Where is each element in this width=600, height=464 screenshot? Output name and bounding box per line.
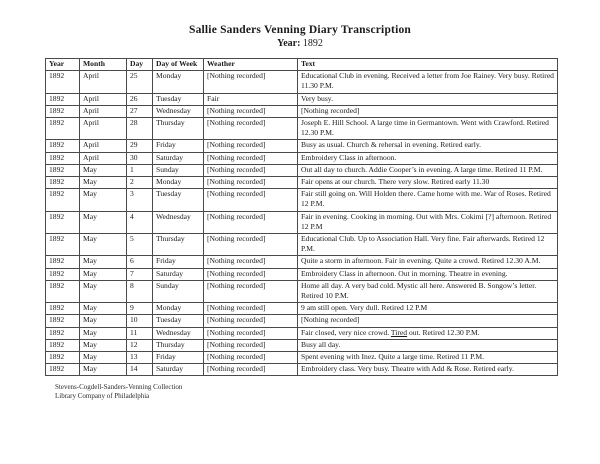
cell-text: Busy all day. — [298, 339, 558, 351]
cell-year: 1892 — [46, 211, 80, 233]
cell-month: April — [80, 140, 127, 152]
table-row — [46, 177, 558, 189]
cell-year: 1892 — [46, 327, 80, 339]
cell-weather: [Nothing recorded] — [204, 140, 298, 152]
cell-month: May — [80, 364, 127, 376]
cell-text: Out all day to church. Addie Cooper’s in evening. A large time. Retired 11 P.M. — [298, 164, 558, 176]
column-header-month: Month — [80, 59, 127, 71]
cell-weather: [Nothing recorded] — [204, 256, 298, 268]
cell-day: 25 — [127, 71, 153, 93]
column-header-weekday: Day of Week — [153, 59, 204, 71]
cell-month: May — [80, 256, 127, 268]
cell-month: May — [80, 234, 127, 256]
cell-weather: [Nothing recorded] — [204, 234, 298, 256]
table-row — [46, 234, 558, 256]
cell-weekday: Wednesday — [153, 327, 204, 339]
cell-weather: [Nothing recorded] — [204, 118, 298, 140]
cell-year: 1892 — [46, 140, 80, 152]
cell-text: [Nothing recorded] — [298, 105, 558, 117]
collection-credit-line2: Library Company of Philadelphia — [55, 392, 150, 401]
cell-day: 27 — [127, 105, 153, 117]
cell-day: 30 — [127, 152, 153, 164]
cell-day: 14 — [127, 364, 153, 376]
cell-weather: [Nothing recorded] — [204, 71, 298, 93]
cell-year: 1892 — [46, 189, 80, 211]
cell-weekday: Tuesday — [153, 315, 204, 327]
table-row — [46, 189, 558, 211]
cell-weather: Fair — [204, 93, 298, 105]
column-header-day: Day — [127, 59, 153, 71]
table-row — [46, 152, 558, 164]
cell-text: Very busy. — [298, 93, 558, 105]
cell-weekday: Friday — [153, 352, 204, 364]
cell-weekday: Wednesday — [153, 105, 204, 117]
cell-text: Fair in evening. Cooking in morning. Out with Mrs. Cokimi [?] afternoon. Retired 12 P.M — [298, 211, 558, 233]
cell-day: 2 — [127, 177, 153, 189]
cell-month: April — [80, 93, 127, 105]
cell-day: 6 — [127, 256, 153, 268]
collection-credit — [55, 383, 600, 401]
column-header-year: Year — [46, 59, 80, 71]
cell-month: May — [80, 280, 127, 302]
table-row — [46, 268, 558, 280]
cell-month: May — [80, 352, 127, 364]
cell-month: May — [80, 189, 127, 211]
table-header-row — [46, 59, 558, 71]
cell-year: 1892 — [46, 152, 80, 164]
cell-weather: [Nothing recorded] — [204, 327, 298, 339]
cell-text: Quite a storm in afternoon. Fair in evening. Quite a crowd. Retired 12.30 A.M. — [298, 256, 558, 268]
table-row — [46, 93, 558, 105]
table-row — [46, 256, 558, 268]
cell-weather: [Nothing recorded] — [204, 364, 298, 376]
table-body — [46, 71, 558, 376]
year-value: 1892 — [302, 38, 323, 49]
cell-weekday: Thursday — [153, 339, 204, 351]
cell-weekday: Friday — [153, 140, 204, 152]
cell-text: Educational Club. Up to Association Hall. Very fine. Fair afterwards. Retired 12 P.M. — [298, 234, 558, 256]
cell-weather: [Nothing recorded] — [204, 352, 298, 364]
cell-day: 7 — [127, 268, 153, 280]
cell-month: April — [80, 105, 127, 117]
cell-text: Spent evening with Inez. Quite a large time. Retired 11 P.M. — [298, 352, 558, 364]
cell-text: Educational Club in evening. Received a letter from Joe Rainey. Very busy. Retired 11.30 P.M. — [298, 71, 558, 93]
cell-weekday: Saturday — [153, 268, 204, 280]
cell-month: April — [80, 71, 127, 93]
cell-text: Embroidery Class in afternoon. Out in morning. Theatre in evening. — [298, 268, 558, 280]
cell-year: 1892 — [46, 352, 80, 364]
cell-day: 10 — [127, 315, 153, 327]
cell-month: May — [80, 164, 127, 176]
cell-year: 1892 — [46, 315, 80, 327]
cell-day: 5 — [127, 234, 153, 256]
cell-weekday: Thursday — [153, 234, 204, 256]
table-row — [46, 164, 558, 176]
cell-text: Embroidery class. Very busy. Theatre with Add & Rose. Retired early. — [298, 364, 558, 376]
cell-day: 9 — [127, 303, 153, 315]
page-title: Sallie Sanders Venning Diary Transcription — [188, 24, 412, 36]
cell-day: 11 — [127, 327, 153, 339]
cell-weekday: Wednesday — [153, 211, 204, 233]
cell-year: 1892 — [46, 93, 80, 105]
cell-month: May — [80, 339, 127, 351]
cell-text: Joseph E. Hill School. A large time in Germantown. Went with Crawford. Retired 12.30 P.M. — [298, 118, 558, 140]
cell-weather: [Nothing recorded] — [204, 268, 298, 280]
cell-weather: [Nothing recorded] — [204, 303, 298, 315]
cell-weekday: Sunday — [153, 280, 204, 302]
cell-weather: [Nothing recorded] — [204, 177, 298, 189]
cell-month: May — [80, 177, 127, 189]
cell-month: April — [80, 118, 127, 140]
cell-weekday: Saturday — [153, 364, 204, 376]
cell-text: Fair still going on. Will Holden there. Came home with me. War of Roses. Retired 12 P.M. — [298, 189, 558, 211]
underlined-word: Tired — [390, 327, 408, 337]
cell-weekday: Monday — [153, 71, 204, 93]
cell-weather: [Nothing recorded] — [204, 189, 298, 211]
cell-month: April — [80, 152, 127, 164]
cell-day: 29 — [127, 140, 153, 152]
cell-weekday: Monday — [153, 177, 204, 189]
cell-year: 1892 — [46, 303, 80, 315]
cell-weather: [Nothing recorded] — [204, 152, 298, 164]
column-header-text: Text — [298, 59, 558, 71]
table-row — [46, 140, 558, 152]
cell-weekday: Monday — [153, 303, 204, 315]
cell-weekday: Sunday — [153, 164, 204, 176]
cell-year: 1892 — [46, 105, 80, 117]
table-row — [46, 315, 558, 327]
table-row — [46, 211, 558, 233]
cell-year: 1892 — [46, 364, 80, 376]
table-row — [46, 364, 558, 376]
cell-weekday: Tuesday — [153, 189, 204, 211]
cell-year: 1892 — [46, 268, 80, 280]
table-row — [46, 280, 558, 302]
table-row — [46, 71, 558, 93]
cell-text: [Nothing recorded] — [298, 315, 558, 327]
year-label: Year: — [277, 38, 301, 49]
cell-text: Home all day. A very bad cold. Mystic all here. Answered B. Songow’s letter. Retired 10 P.M. — [298, 280, 558, 302]
cell-day: 12 — [127, 339, 153, 351]
cell-weather: [Nothing recorded] — [204, 280, 298, 302]
cell-year: 1892 — [46, 339, 80, 351]
cell-year: 1892 — [46, 280, 80, 302]
cell-weather: [Nothing recorded] — [204, 105, 298, 117]
cell-day: 1 — [127, 164, 153, 176]
cell-weather: [Nothing recorded] — [204, 164, 298, 176]
cell-weather: [Nothing recorded] — [204, 315, 298, 327]
cell-day: 4 — [127, 211, 153, 233]
table-row — [46, 339, 558, 351]
cell-weekday: Friday — [153, 256, 204, 268]
cell-day: 8 — [127, 280, 153, 302]
table-row — [46, 352, 558, 364]
cell-year: 1892 — [46, 164, 80, 176]
cell-month: May — [80, 268, 127, 280]
cell-day: 26 — [127, 93, 153, 105]
collection-credit-line1: Stevens-Cogdell-Sanders-Venning Collection — [55, 383, 183, 392]
cell-weekday: Saturday — [153, 152, 204, 164]
table-row — [46, 118, 558, 140]
cell-month: May — [80, 315, 127, 327]
cell-weekday: Tuesday — [153, 93, 204, 105]
cell-month: May — [80, 327, 127, 339]
table-row — [46, 303, 558, 315]
cell-month: May — [80, 211, 127, 233]
cell-text: Fair opens at our church. There very slow. Retired early 11.30 — [298, 177, 558, 189]
diary-table — [45, 58, 558, 376]
cell-year: 1892 — [46, 234, 80, 256]
table-row — [46, 327, 558, 339]
cell-month: May — [80, 303, 127, 315]
cell-year: 1892 — [46, 71, 80, 93]
document-header — [0, 0, 600, 49]
cell-weather: [Nothing recorded] — [204, 339, 298, 351]
cell-text: 9 am still open. Very dull. Retired 12 P.M — [298, 303, 558, 315]
cell-weekday: Thursday — [153, 118, 204, 140]
cell-year: 1892 — [46, 177, 80, 189]
cell-text: Fair closed, very nice crowd. Tired out. Retired 12.30 P.M. — [298, 327, 558, 339]
table-row — [46, 105, 558, 117]
cell-day: 28 — [127, 118, 153, 140]
cell-weather: [Nothing recorded] — [204, 211, 298, 233]
cell-text: Embroidery Class in afternoon. — [298, 152, 558, 164]
cell-year: 1892 — [46, 256, 80, 268]
column-header-weather: Weather — [204, 59, 298, 71]
cell-text: Busy as usual. Church & rehersal in evening. Retired early. — [298, 140, 558, 152]
year-line — [0, 38, 600, 49]
cell-day: 13 — [127, 352, 153, 364]
cell-year: 1892 — [46, 118, 80, 140]
cell-day: 3 — [127, 189, 153, 211]
